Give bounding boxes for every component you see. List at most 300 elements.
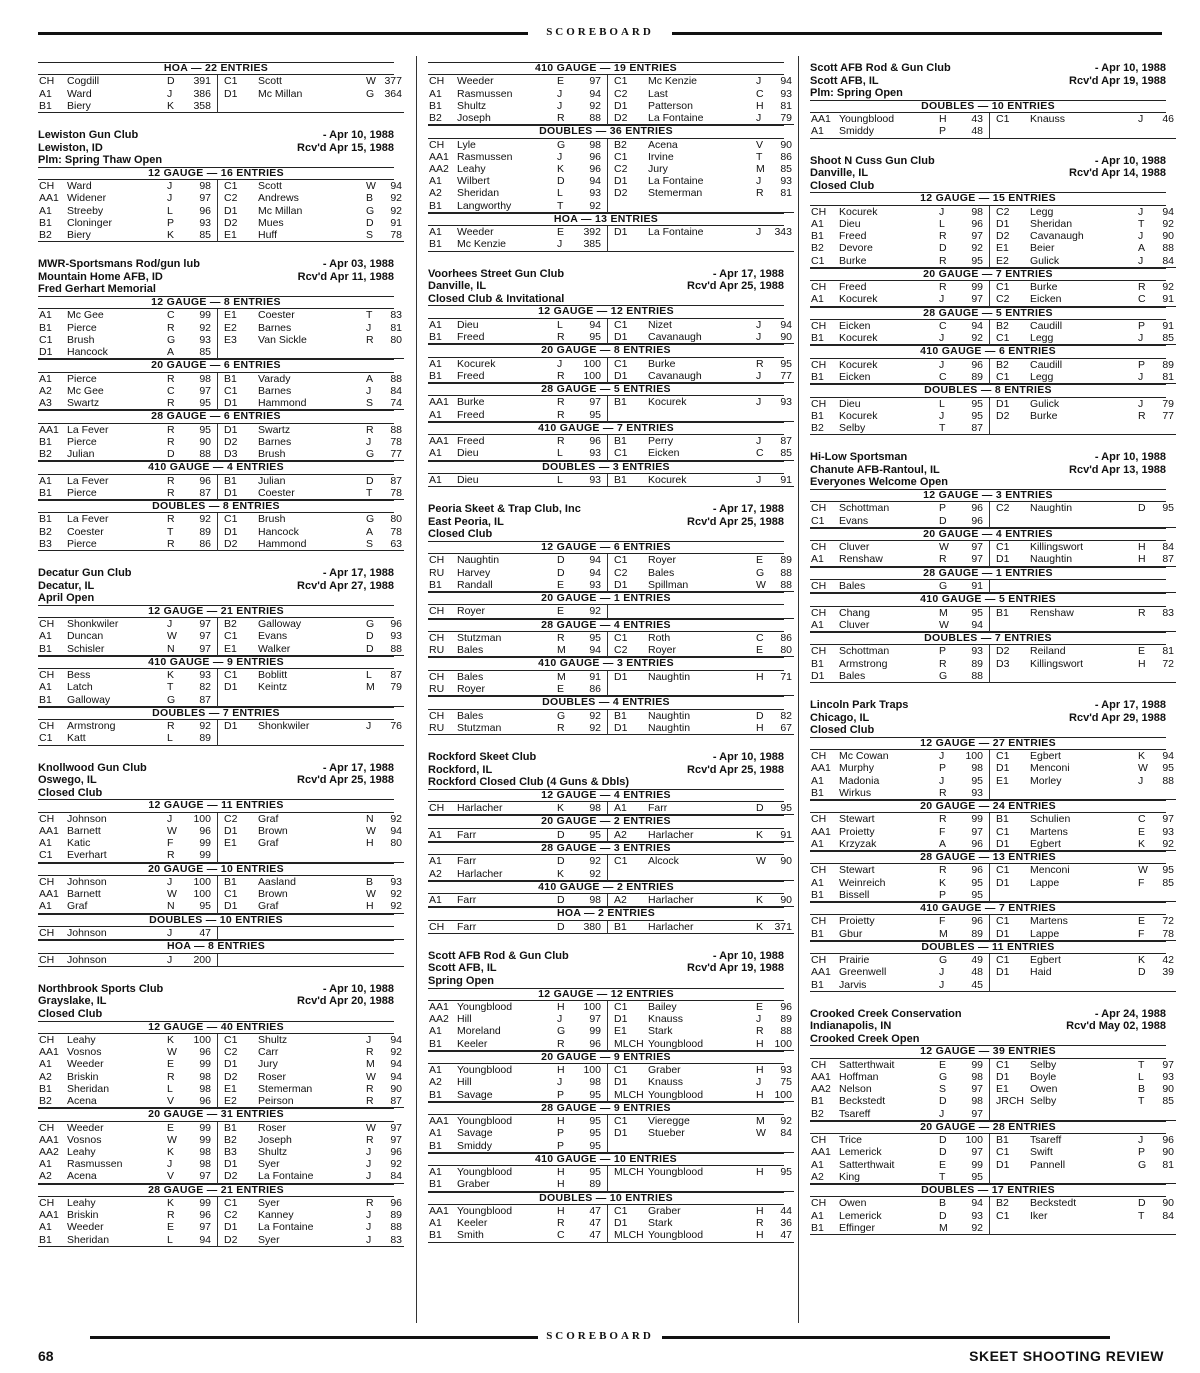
class-right: C1 xyxy=(218,1034,259,1046)
table-row xyxy=(38,1071,404,1083)
table-row xyxy=(38,1197,404,1209)
class-right: D2 xyxy=(990,410,1031,422)
class-right: MLCH xyxy=(608,1089,649,1102)
class-left: B1 xyxy=(39,513,52,526)
initial-left: R xyxy=(167,474,175,487)
table-row xyxy=(38,1146,404,1158)
table-row xyxy=(38,720,404,732)
initial-left: R xyxy=(167,396,175,409)
class-right: C1 xyxy=(990,371,1031,384)
class-right xyxy=(990,670,1031,683)
score-left: 89 xyxy=(971,657,983,670)
table-row xyxy=(428,1178,794,1191)
class-right xyxy=(990,1222,1031,1235)
score-left: 96 xyxy=(971,514,983,527)
initial-left: E xyxy=(167,1058,175,1071)
shooter-left: La Fever xyxy=(67,474,109,487)
initial-right: K xyxy=(1138,750,1146,763)
shooter-right: Renshaw xyxy=(1030,606,1074,619)
score-right: 92 xyxy=(1162,281,1174,294)
score-right xyxy=(380,346,404,359)
shooter-left: Jarvis xyxy=(839,978,867,991)
initial-right: J xyxy=(366,1221,372,1234)
class-left: CH xyxy=(811,358,827,371)
shooter-left: Hoffman xyxy=(839,1071,879,1084)
score-right: 88 xyxy=(780,566,792,579)
score-right: 84 xyxy=(1162,541,1174,554)
score-left: 95 xyxy=(971,1170,983,1183)
event-heading: 410 GAUGE — 6 ENTRIES xyxy=(810,345,1166,358)
initial-right: J xyxy=(756,396,762,409)
score-left: 92 xyxy=(589,867,601,880)
club-header-line xyxy=(38,774,394,787)
table-row xyxy=(38,1083,404,1095)
initial-right xyxy=(756,238,770,251)
shooter-left: Tsareff xyxy=(839,1107,871,1120)
shooter-left: Moreland xyxy=(457,1025,501,1038)
score-right xyxy=(1152,125,1176,138)
results-table xyxy=(38,373,404,411)
table-row xyxy=(38,927,404,940)
score-right: 93 xyxy=(1162,825,1174,838)
score-right: 94 xyxy=(390,1058,402,1071)
shooter-right xyxy=(648,409,756,422)
shooter-left: Smiddy xyxy=(457,1139,493,1152)
table-row xyxy=(38,475,404,487)
score-right xyxy=(1152,670,1176,683)
score-right: 92 xyxy=(390,900,402,913)
score-right: 67 xyxy=(780,721,792,734)
class-right: C1 xyxy=(990,864,1031,876)
shooter-left: Leahy xyxy=(67,1033,96,1046)
class-right: MLCH xyxy=(608,1166,649,1178)
shooter-right xyxy=(1030,670,1138,683)
class-right: D1 xyxy=(608,175,649,187)
initial-right xyxy=(756,1178,770,1191)
initial-right xyxy=(1138,670,1152,683)
initial-right: D xyxy=(756,802,764,815)
shooter-left: Pierce xyxy=(67,435,97,448)
class-left: AA1 xyxy=(429,1205,449,1218)
score-right: 78 xyxy=(1162,927,1174,940)
shooter-right xyxy=(648,200,756,213)
initial-right: R xyxy=(366,1094,374,1107)
score-left: 385 xyxy=(583,238,601,251)
table-row xyxy=(38,75,404,87)
header-rule-right xyxy=(672,32,1162,35)
initial-right: J xyxy=(1138,113,1144,126)
shooter-right xyxy=(1030,889,1138,902)
class-left: A1 xyxy=(429,1166,442,1179)
table-row xyxy=(38,1134,404,1146)
club-results xyxy=(38,566,402,746)
event-heading: DOUBLES — 10 ENTRIES xyxy=(810,100,1166,113)
table-row xyxy=(38,217,404,229)
score-right: 81 xyxy=(390,321,402,334)
initial-right: R xyxy=(1138,606,1146,619)
class-right: C1 xyxy=(608,1205,649,1217)
shooter-right: Barnes xyxy=(258,384,292,397)
score-right: 94 xyxy=(390,824,402,837)
score-left: 96 xyxy=(971,358,983,371)
class-left: AA2 xyxy=(429,1013,449,1026)
score-left: 98 xyxy=(589,894,601,907)
shooter-left: Streeby xyxy=(67,204,104,217)
club-header-line xyxy=(38,1008,394,1021)
shooter-right: Jury xyxy=(648,163,668,175)
class-left: A1 xyxy=(429,894,442,907)
class-right: C1 xyxy=(608,75,649,87)
event-heading: 12 GAUGE — 21 ENTRIES xyxy=(38,605,394,618)
initial-left: M xyxy=(939,927,948,940)
table-row xyxy=(810,619,1176,632)
score-left: 95 xyxy=(589,408,601,421)
class-right: D1 xyxy=(990,762,1031,774)
score-left: 95 xyxy=(971,888,983,901)
score-left: 99 xyxy=(971,813,983,826)
shooter-right: Acena xyxy=(648,138,678,151)
initial-left: R xyxy=(167,372,175,385)
initial-right: J xyxy=(366,435,372,448)
initial-right: P xyxy=(1138,1146,1146,1159)
results-table xyxy=(428,855,794,880)
club-info-left: Lewiston, ID xyxy=(38,141,103,154)
shooter-left: Stutzman xyxy=(457,631,502,644)
table-row xyxy=(38,487,404,500)
event-block xyxy=(810,593,1174,632)
table-row xyxy=(428,226,794,238)
initial-right: W xyxy=(366,1121,376,1134)
publication-name: SKEET SHOOTING REVIEW xyxy=(969,1348,1164,1364)
event-block xyxy=(428,421,792,461)
initial-right xyxy=(1138,1222,1152,1235)
shooter-right: Bailey xyxy=(648,1001,677,1014)
score-right: 92 xyxy=(390,1046,402,1059)
initial-left: P xyxy=(557,1127,565,1140)
club-header-line xyxy=(810,62,1166,75)
club-header-line xyxy=(38,787,394,800)
shooter-left: Bissell xyxy=(839,888,870,901)
initial-right xyxy=(366,100,380,113)
shooter-right: Knauss xyxy=(1030,113,1066,126)
shooter-left: Harlacher xyxy=(457,867,503,880)
table-row xyxy=(810,954,1176,966)
shooter-left: Kocurek xyxy=(839,332,878,345)
results-table xyxy=(428,921,794,934)
shooter-right: Schulien xyxy=(1030,813,1071,826)
initial-right: H xyxy=(756,1166,764,1179)
table-row xyxy=(810,645,1176,657)
initial-left: G xyxy=(939,669,948,682)
event-block xyxy=(428,212,792,252)
class-right: D2 xyxy=(608,112,649,125)
class-right: D1 xyxy=(608,1013,649,1025)
initial-right xyxy=(366,732,380,745)
club-header-line xyxy=(810,87,1166,100)
event-heading: 12 GAUGE — 11 ENTRIES xyxy=(38,799,394,812)
event-heading: DOUBLES — 36 ENTRIES xyxy=(428,125,784,138)
score-left: 92 xyxy=(589,99,601,112)
table-row xyxy=(810,979,1176,992)
shooter-right: Boyle xyxy=(1030,1071,1057,1084)
class-right: B1 xyxy=(608,710,649,722)
club-info-left: East Peoria, IL xyxy=(428,515,504,528)
score-right: 90 xyxy=(390,1082,402,1095)
class-right: C2 xyxy=(218,1209,259,1221)
club-info-left: Lincoln Park Traps xyxy=(810,698,909,711)
initial-left: J xyxy=(167,926,173,939)
event-block xyxy=(38,799,402,862)
score-left: 88 xyxy=(199,447,211,460)
shooter-right xyxy=(648,605,756,618)
shooter-right: Joseph xyxy=(258,1133,292,1146)
table-row xyxy=(428,683,794,696)
shooter-left: Kocurek xyxy=(457,357,496,370)
initial-left: D xyxy=(557,566,565,579)
initial-left: R xyxy=(939,864,947,877)
footer-masthead: SCOREBOARD xyxy=(546,1330,654,1342)
column-divider xyxy=(416,56,417,1323)
results-table xyxy=(38,1122,404,1184)
score-right: 78 xyxy=(390,486,402,499)
club-results xyxy=(428,267,792,488)
initial-left: J xyxy=(167,953,173,966)
event-block xyxy=(38,862,402,914)
shooter-right: Vieregge xyxy=(648,1115,690,1128)
event-heading: 20 GAUGE — 31 ENTRIES xyxy=(38,1108,394,1121)
score-right xyxy=(380,694,404,707)
initial-right: P xyxy=(1138,319,1146,332)
results-table xyxy=(428,1205,794,1243)
initial-right: C xyxy=(756,87,764,100)
club-header-line xyxy=(38,983,394,996)
table-row xyxy=(810,371,1176,384)
initial-left: T xyxy=(939,1170,946,1183)
score-right: 84 xyxy=(1162,1209,1174,1222)
score-left: 48 xyxy=(971,125,983,138)
shooter-left: Katic xyxy=(67,837,91,850)
shooter-right: Harlacher xyxy=(648,894,694,907)
shooter-right: Jury xyxy=(258,1058,278,1071)
event-block xyxy=(810,306,1174,346)
club-info-left: Indianapolis, IN xyxy=(810,1020,892,1033)
shooter-left: Pierce xyxy=(67,486,97,499)
class-left: A1 xyxy=(429,87,442,100)
shooter-right: Egbert xyxy=(1030,837,1061,850)
initial-left: L xyxy=(557,447,563,460)
initial-left: G xyxy=(557,138,566,151)
club-info-left: Rockford Closed Club (4 Guns & Dbls) xyxy=(428,776,630,789)
score-left: 392 xyxy=(583,226,601,239)
event-block xyxy=(38,62,402,113)
club-header-line xyxy=(428,764,784,777)
score-left: 93 xyxy=(199,333,211,346)
score-left: 99 xyxy=(971,1158,983,1171)
shooter-right xyxy=(1030,1108,1138,1121)
shooter-left: Ward xyxy=(67,87,92,100)
event-block xyxy=(38,295,402,359)
club-info-right: - Apr 24, 1988 xyxy=(1094,1007,1166,1020)
score-left: 96 xyxy=(199,1209,211,1222)
class-right: B2 xyxy=(218,1134,259,1146)
shooter-left: Acena xyxy=(67,1170,97,1183)
event-heading: DOUBLES — 11 ENTRIES xyxy=(810,941,1166,954)
shooter-left: Freed xyxy=(839,230,867,243)
score-left: 92 xyxy=(589,855,601,868)
initial-right: H xyxy=(756,99,764,112)
score-right: 90 xyxy=(780,855,792,868)
score-right: 72 xyxy=(1162,915,1174,928)
table-row xyxy=(38,205,404,217)
score-left: 98 xyxy=(589,1076,601,1089)
shooter-left: Kocurek xyxy=(839,409,878,422)
table-row xyxy=(38,1058,404,1070)
initial-left: W xyxy=(167,1046,177,1059)
score-left: 97 xyxy=(199,384,211,397)
table-row xyxy=(38,681,404,693)
results-table xyxy=(38,954,404,967)
shooter-left: Renshaw xyxy=(839,553,883,566)
score-left: 99 xyxy=(971,281,983,294)
score-right: 89 xyxy=(390,1209,402,1222)
table-row xyxy=(428,802,794,815)
class-left: CH xyxy=(811,205,827,218)
class-right: C1 xyxy=(608,632,649,644)
initial-right: R xyxy=(756,1025,764,1038)
score-right: 80 xyxy=(780,644,792,657)
initial-left: W xyxy=(939,541,949,554)
event-block xyxy=(810,736,1174,800)
shooter-left: Bales xyxy=(457,670,484,683)
initial-right: G xyxy=(366,618,375,631)
club-info-left: Closed Club xyxy=(428,528,493,541)
club-header-line xyxy=(38,154,394,167)
initial-left: V xyxy=(167,1170,175,1183)
shooter-right: Evans xyxy=(258,630,288,643)
class-left: B2 xyxy=(811,1107,824,1120)
class-left: A2 xyxy=(39,1070,52,1083)
event-block xyxy=(38,604,402,656)
shooter-left: Cloninger xyxy=(67,216,112,229)
shooter-left: Rasmussen xyxy=(457,150,513,163)
table-row xyxy=(810,206,1176,218)
initial-left: D xyxy=(167,75,175,88)
class-right: D2 xyxy=(218,436,259,448)
shooter-right: Martens xyxy=(1030,825,1068,838)
shooter-left: Briskin xyxy=(67,1070,99,1083)
initial-left: G xyxy=(939,579,948,592)
club-info-left: Scott AFB Rod & Gun Club xyxy=(810,62,951,74)
class-left: B3 xyxy=(39,537,52,550)
score-right: 90 xyxy=(1162,1197,1174,1210)
score-right: 94 xyxy=(780,318,792,331)
shooter-right: Gulick xyxy=(1030,254,1060,267)
score-right: 36 xyxy=(780,1217,792,1230)
shooter-left: Farr xyxy=(457,920,477,933)
shooter-right: Andrews xyxy=(258,192,299,205)
class-right: E2 xyxy=(990,255,1031,268)
class-right: B1 xyxy=(608,435,649,447)
score-left: 99 xyxy=(199,1121,211,1134)
shooter-left: Randall xyxy=(457,578,493,591)
initial-left: R xyxy=(939,657,947,670)
initial-left: P xyxy=(939,125,947,138)
score-right: 97 xyxy=(1162,813,1174,826)
class-left: B2 xyxy=(39,1094,52,1107)
event-block xyxy=(428,1050,792,1102)
score-left: 100 xyxy=(965,750,983,763)
class-left: A1 xyxy=(429,357,442,370)
shooter-left: Schisler xyxy=(67,642,105,655)
shooter-right: Shultz xyxy=(258,1033,288,1046)
initial-left: J xyxy=(939,966,945,979)
table-row xyxy=(810,826,1176,838)
event-block xyxy=(428,788,792,816)
table-row xyxy=(810,281,1176,293)
table-row xyxy=(428,1076,794,1088)
class-left: A2 xyxy=(429,187,442,200)
initial-left: J xyxy=(557,1013,563,1026)
initial-right: K xyxy=(756,920,764,933)
shooter-left: Farr xyxy=(457,828,477,841)
score-right: 94 xyxy=(390,1070,402,1083)
class-left: B1 xyxy=(429,330,442,343)
initial-left: J xyxy=(939,750,945,763)
class-right: C1 xyxy=(608,1064,649,1076)
club-info-left: Everyones Welcome Open xyxy=(810,476,948,489)
score-right: 80 xyxy=(390,513,402,526)
club-header-line xyxy=(428,503,784,516)
class-right: D1 xyxy=(990,1071,1031,1083)
initial-left: G xyxy=(557,1025,566,1038)
shooter-left: La Fever xyxy=(67,513,109,526)
results-table xyxy=(428,75,794,125)
score-left: 86 xyxy=(199,537,211,550)
class-right: C2 xyxy=(218,813,259,825)
shooter-left: Dieu xyxy=(457,318,479,331)
shooter-left: Langworthy xyxy=(457,199,512,212)
class-left: A1 xyxy=(39,837,52,850)
initial-right: D xyxy=(756,709,764,722)
club-results xyxy=(428,949,792,1243)
table-row xyxy=(810,1083,1176,1095)
class-right: C1 xyxy=(218,1197,259,1209)
column-divider xyxy=(798,56,799,1323)
table-row xyxy=(428,710,794,722)
shooter-right: Menconi xyxy=(1030,864,1070,877)
score-left: 89 xyxy=(199,525,211,538)
initial-right: D xyxy=(366,474,374,487)
score-right: 92 xyxy=(1162,837,1174,850)
shooter-right xyxy=(258,927,366,940)
event-block xyxy=(810,850,1174,902)
table-row xyxy=(810,1146,1176,1158)
initial-right: J xyxy=(756,75,762,88)
shooter-right: Naughtin xyxy=(648,709,691,722)
table-row xyxy=(810,1071,1176,1083)
initial-left: R xyxy=(557,721,565,734)
table-row xyxy=(428,75,794,87)
class-left: A1 xyxy=(39,87,52,100)
table-row xyxy=(810,787,1176,800)
shooter-left: Swartz xyxy=(67,396,100,409)
club-info-left: Crooked Creek Open xyxy=(810,1032,920,1045)
table-row xyxy=(38,618,404,630)
class-right: B2 xyxy=(990,359,1031,371)
initial-right xyxy=(1138,515,1152,528)
results-table xyxy=(810,1197,1176,1235)
initial-left: M xyxy=(939,1221,948,1234)
